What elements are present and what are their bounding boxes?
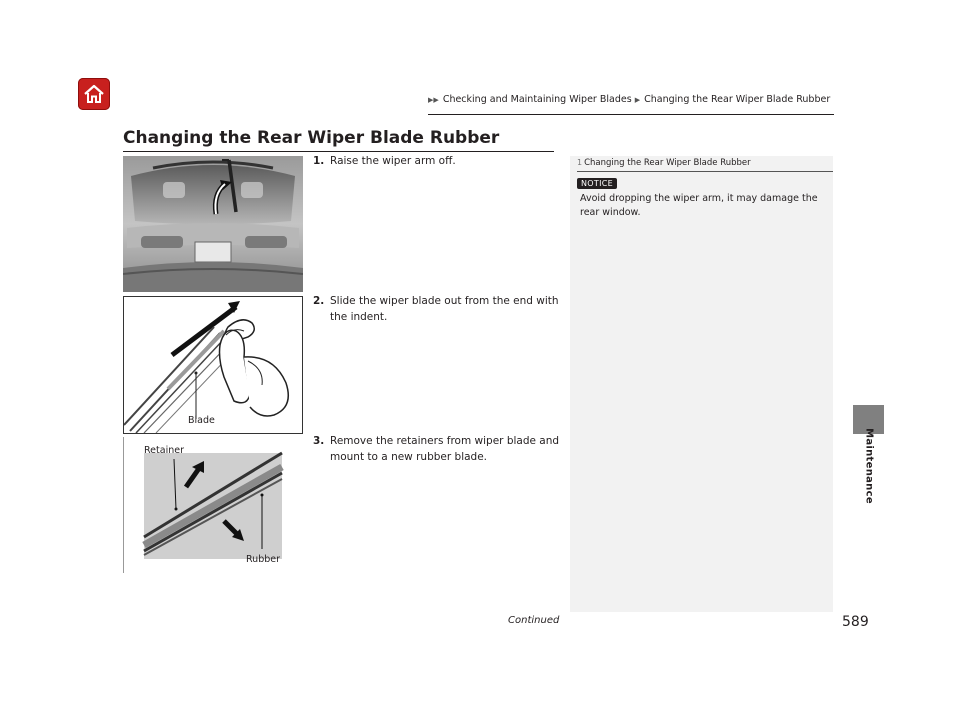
step-text: Slide the wiper blade out from the end with the indent.: [330, 295, 559, 323]
step-text: Raise the wiper arm off.: [330, 155, 456, 167]
breadcrumb-link-wiper-blades[interactable]: Checking and Maintaining Wiper Blades: [442, 94, 632, 105]
header-divider: [428, 114, 834, 115]
continued-label: Continued: [508, 615, 560, 626]
triangle-right-icon: ▶▶: [428, 96, 439, 104]
triangle-right-icon: ▶: [634, 96, 641, 104]
step-number: 2.: [313, 295, 325, 307]
step-2: [313, 294, 560, 325]
figure-rear-vehicle: [123, 156, 303, 292]
label-rubber: Rubber: [246, 554, 281, 565]
sidebar-heading-text: Changing the Rear Wiper Blade Rubber: [584, 158, 751, 168]
section-label: Maintenance: [863, 428, 875, 504]
sidebar-note-box: [570, 156, 833, 612]
step-number: 3.: [313, 435, 325, 447]
title-divider: [123, 151, 554, 152]
figure-wiper-blade-slide: [123, 296, 303, 434]
step-1: [313, 154, 560, 170]
step-text: Remove the retainers from wiper blade and mount to a new rubber blade.: [330, 435, 560, 463]
home-button[interactable]: [78, 78, 110, 110]
step-number: 1.: [313, 155, 325, 167]
sidebar-divider: [577, 171, 833, 172]
step-3: [313, 434, 560, 465]
notice-badge: NOTICE: [577, 178, 617, 189]
sidebar-heading: [577, 158, 751, 168]
label-blade: Blade: [188, 415, 215, 426]
label-retainer: Retainer: [144, 445, 184, 456]
figure-retainer-rubber: [123, 437, 303, 573]
reference-mark-icon: 1: [577, 158, 583, 167]
breadcrumb: [428, 94, 830, 105]
page-title: Changing the Rear Wiper Blade Rubber: [123, 128, 500, 148]
home-icon: [83, 84, 105, 104]
page-number: 589: [842, 614, 869, 630]
breadcrumb-current: Changing the Rear Wiper Blade Rubber: [644, 94, 831, 105]
notice-text: Avoid dropping the wiper arm, it may damage the rear window.: [580, 193, 818, 218]
